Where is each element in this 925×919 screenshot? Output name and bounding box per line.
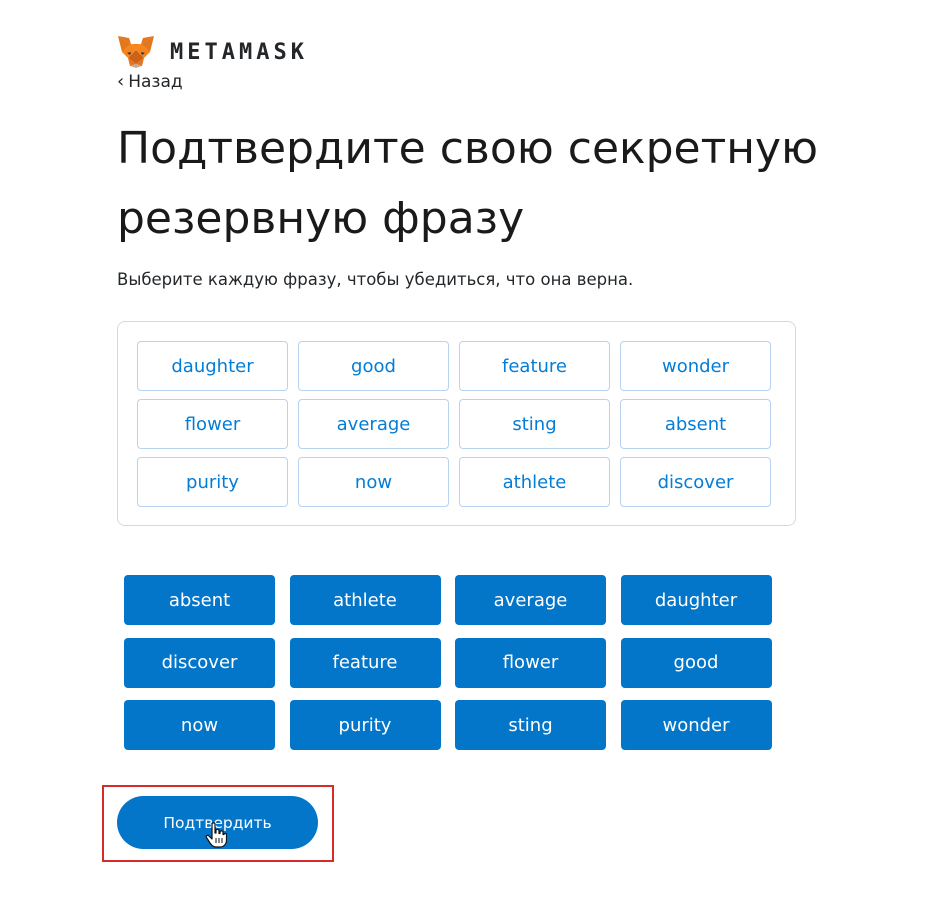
confirm-button[interactable]: Подтвердить [117, 796, 318, 849]
brand-logo [116, 34, 308, 70]
page-subtitle: Выберите каждую фразу, чтобы убедиться, что она верна. [117, 270, 634, 289]
selected-word[interactable]: wonder [620, 341, 771, 391]
word-choice-button[interactable]: purity [290, 700, 441, 750]
word-choice-button[interactable]: wonder [621, 700, 772, 750]
back-link[interactable] [117, 72, 183, 92]
selected-word[interactable]: purity [137, 457, 288, 507]
back-label: Назад [128, 72, 183, 92]
selected-word[interactable]: absent [620, 399, 771, 449]
selected-word[interactable]: flower [137, 399, 288, 449]
word-choice-button[interactable]: flower [455, 638, 606, 688]
chevron-left-icon: ‹ [117, 71, 125, 92]
selected-word[interactable]: good [298, 341, 449, 391]
word-choices-grid [124, 575, 772, 750]
metamask-fox-icon [116, 34, 156, 70]
hand-pointer-icon [205, 822, 227, 848]
word-choice-button[interactable]: average [455, 575, 606, 625]
word-choice-button[interactable]: daughter [621, 575, 772, 625]
selected-word[interactable]: feature [459, 341, 610, 391]
selected-word[interactable]: discover [620, 457, 771, 507]
selected-word[interactable]: daughter [137, 341, 288, 391]
selected-word[interactable]: athlete [459, 457, 610, 507]
word-choice-button[interactable]: absent [124, 575, 275, 625]
word-choice-button[interactable]: feature [290, 638, 441, 688]
word-choice-button[interactable]: good [621, 638, 772, 688]
word-choice-button[interactable]: sting [455, 700, 606, 750]
word-choice-button[interactable]: discover [124, 638, 275, 688]
selected-word[interactable]: sting [459, 399, 610, 449]
selected-word[interactable]: average [298, 399, 449, 449]
word-choice-button[interactable]: now [124, 700, 275, 750]
brand-wordmark: METAMASK [170, 39, 308, 65]
selected-word[interactable]: now [298, 457, 449, 507]
selected-words-grid [137, 341, 771, 507]
page-title: Подтвердите свою секретную резервную фразу [117, 123, 819, 244]
word-choice-button[interactable]: athlete [290, 575, 441, 625]
